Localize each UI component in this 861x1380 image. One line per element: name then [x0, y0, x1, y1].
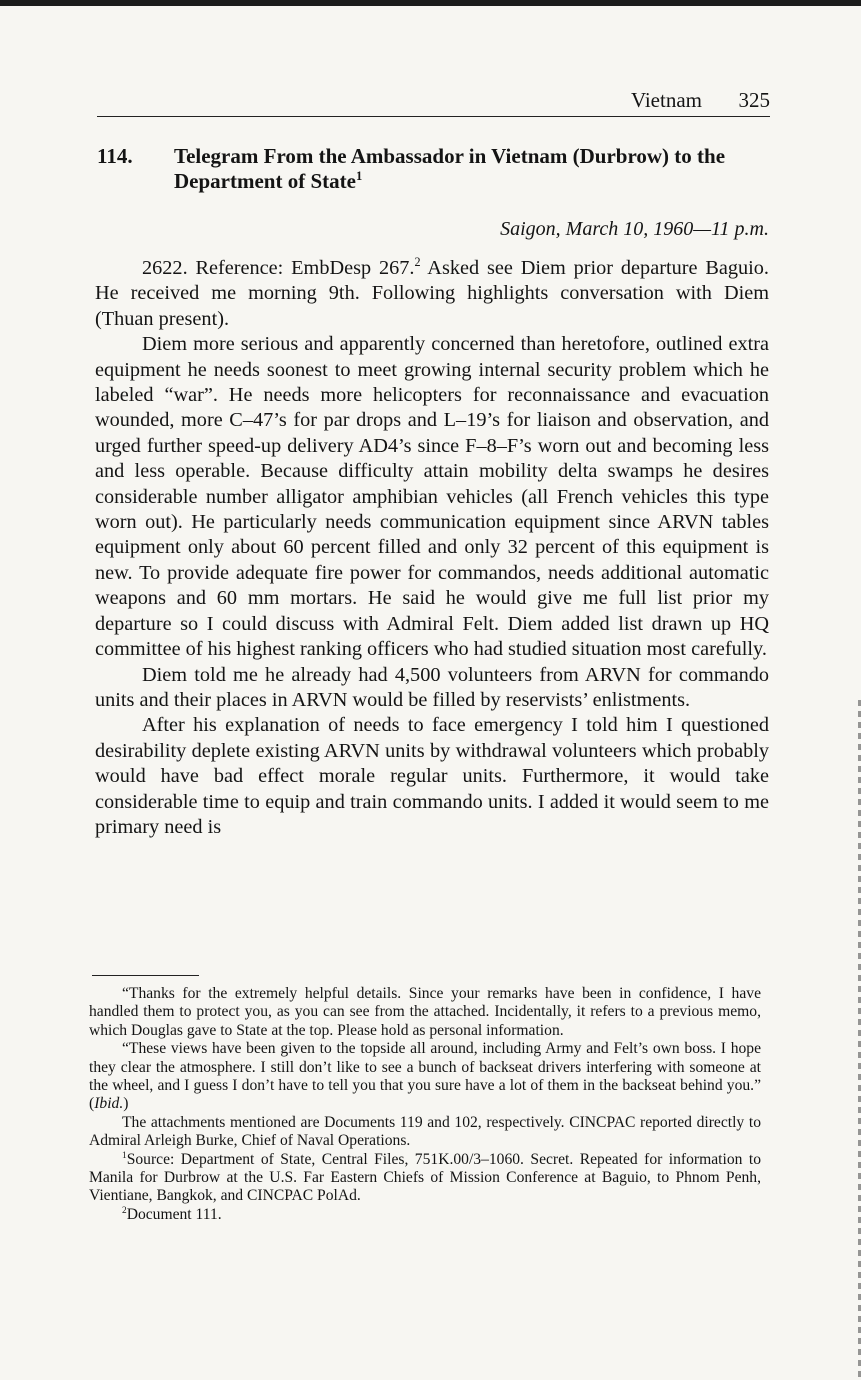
footnote-2-text: Document 111. — [126, 1205, 222, 1223]
footnote-2 — [89, 1206, 761, 1224]
footnote-1-marker: 1 — [122, 1150, 127, 1161]
p1-rest: Asked see Diem prior departure Baguio. He received me morning 9th. Following highlights conversation with Diem (Thuan present). — [95, 257, 769, 330]
document-title — [174, 144, 774, 194]
footnote-2-marker: 2 — [122, 1205, 127, 1216]
document-number: 114. — [97, 144, 133, 168]
footnote-quote-2-text: “These views have been given to the topside all around, including Army and Felt’s own boss. I hope they clear the atmosphere. I still don’t like to see a bunch of backseat drivers interfering with someone at the wheel, and I guess I don’t have to tell you that you sure have a lot of them in the backseat behind you.” ( — [89, 1040, 761, 1113]
running-head-title: Vietnam — [630, 88, 702, 112]
p1-lead: 2622. Reference: EmbDesp 267. — [142, 257, 415, 279]
footnotes — [89, 985, 761, 1224]
footnote-1-text: Source: Department of State, Central Files, 751K.00/3–1060. Secret. Repeated for information to Manila for Durbrow at the U.S. Far Eastern Chiefs of Mission Conference at Baguio, to Phnom Penh, Vientiane, Bangkok, and CINCPAC PolAd. — [89, 1150, 761, 1205]
footnote-quote-1: “Thanks for the extremely helpful details. Since your remarks have been in confidence, I have handled them to protect you, as you can see from the attached. Incidentally, it refers to a previous memo, which Douglas gave to State at the top. Please hold as personal information. — [89, 985, 761, 1039]
telegram-body — [95, 256, 769, 840]
footnote-quote-2-close: ) — [123, 1095, 129, 1113]
document-title-text: Telegram From the Ambassador in Vietnam (Durbrow) to the Department of State — [174, 144, 726, 193]
running-head — [97, 88, 770, 117]
page-number: 325 — [738, 88, 770, 112]
scan-top-edge — [0, 0, 861, 6]
dateline: Saigon, March 10, 1960—11 p.m. — [500, 218, 769, 240]
body-paragraph-3: Diem told me he already had 4,500 volunteers from ARVN for commando units and their places in ARVN would be filled by reservists’ enlistments. — [95, 663, 769, 711]
title-footnote-marker: 1 — [355, 169, 363, 183]
footnote-attachments: The attachments mentioned are Documents 119 and 102, respectively. CINCPAC reported directly to Admiral Arleigh Burke, Chief of Naval Operations. — [89, 1113, 761, 1150]
footnote-rule — [92, 975, 199, 976]
body-paragraph-4: After his explanation of needs to face emergency I told him I questioned desirability deplete existing ARVN units by withdrawal volunteers which probably would have bad effect morale regular units. Furthermore, it would take considerable time to equip and train commando units. I added it would seem to me primary need is — [95, 714, 769, 838]
footnote-1 — [89, 1151, 761, 1206]
body-paragraph-2: Diem more serious and apparently concerned than heretofore, outlined extra equipment he needs soonest to meet growing internal security problem which he labeled “war”. He needs more helicopters for reconnaissance and evacuation wounded, more C–47’s for par drops and L–19’s for liaison and observation, and urged further speed-up delivery AD4’s since F–8–F’s worn out and becoming less and less operable. Because difficulty attain mobility delta swamps he desires considerable number alligator amphibian vehicles (all French vehicles this type worn out). He particularly needs communication equipment since ARVN tables equipment only about 60 percent filled and only 32 percent of this equipment is new. To provide adequate fire power for commandos, needs additional automatic weapons and 60 mm mortars. He said he would give me full list prior my departure so I could discuss with Admiral Felt. Diem added list drawn up HQ committee of his highest ranking officers who had studied situation most carefully. — [95, 333, 769, 661]
body-paragraph-1 — [95, 256, 769, 332]
footnote-quote-2 — [89, 1040, 761, 1114]
ibid-citation: Ibid. — [94, 1095, 124, 1113]
p1-footnote-marker: 2 — [414, 255, 421, 270]
